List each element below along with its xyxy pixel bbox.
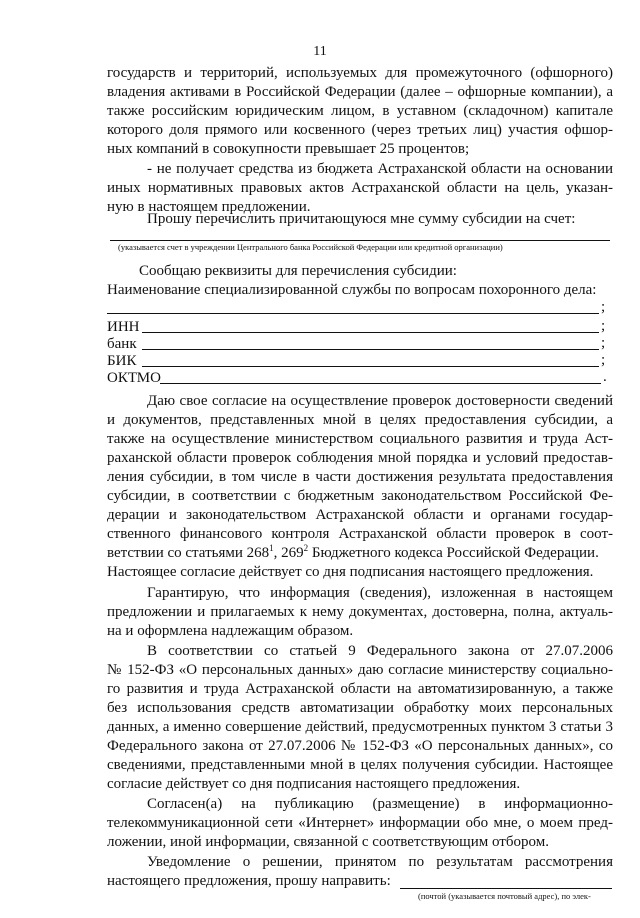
text-line: ную в настоящем предложении. xyxy=(107,199,311,215)
service-name-label: Наименование специализированной службы по вопросам похоронного дела: xyxy=(107,282,597,298)
semicolon: ; xyxy=(601,318,606,334)
text-line: - не получает средства из бюджета Астраханской области на основании xyxy=(147,161,613,177)
period: . xyxy=(603,369,607,385)
text-line: раханской области проверок соблюдения мной порядка и условий предостав- xyxy=(107,450,613,466)
text-line: Согласен(а) на публикацию (размещение) в информационно- xyxy=(147,796,613,812)
text-line: Настоящее согласие действует со дня подписания настоящего предложения. xyxy=(107,564,594,580)
semicolon: ; xyxy=(601,299,606,315)
text-line: В соответствии со статьей 9 Федерального закона от 27.07.2006 xyxy=(147,643,613,659)
notification-caption: (почтой (указывается почтовый адрес), по элек- xyxy=(418,891,591,901)
text-line: субсидии, в соответствии с бюджетным законодательством Российской Фе- xyxy=(107,488,613,504)
text-line: Даю свое согласие на осуществление проверок достоверности сведений xyxy=(147,393,613,409)
field-underline-bank xyxy=(142,349,599,350)
notification-underline xyxy=(400,888,612,889)
text-line: го развития и труда Астраханской области на автоматизированную, а также xyxy=(107,681,613,697)
text-line: данных, а именно совершение действий, предусмотренных пунктом 3 статьи 3 xyxy=(107,719,613,735)
page-number: 11 xyxy=(313,44,327,59)
field-label-bank: банк xyxy=(107,336,137,352)
field-label-inn: ИНН xyxy=(107,319,140,335)
text-line: без использования средств автоматизации обработку моих персональных xyxy=(107,700,613,716)
text-line: настоящего предложения, прошу направить: xyxy=(107,873,391,889)
text-line: Гарантирую, что информация (сведения), изложенная в настоящем xyxy=(147,585,613,601)
text-line: также на осуществление министерством социального развития и труда Аст- xyxy=(107,431,613,447)
semicolon: ; xyxy=(601,335,606,351)
text-line: ления субсидии, в том числе в части достижения результата предоставления xyxy=(107,469,613,485)
text-line: на и оформлена надлежащим образом. xyxy=(107,623,354,639)
field-underline-bik xyxy=(142,366,599,367)
text-line: и документов, представленных мной в целях предоставления субсидии, а xyxy=(107,412,613,428)
text-line: также российским юридическим лицом, в уставном (складочном) капитале xyxy=(107,103,613,119)
text-line: сведениями, представленными мной в целях получения субсидии. Настоящее xyxy=(107,757,613,773)
text-line: ственного финансового контроля Астраханской области проверок в соот- xyxy=(107,526,613,542)
text-line: Федерального закона от 27.07.2006 № 152-ФЗ «О персональных данных», со xyxy=(107,738,613,754)
field-label-bik: БИК xyxy=(107,353,137,369)
text-line: телекоммуникационной сети «Интернет» информации обо мне, о моем пред- xyxy=(107,815,613,831)
text-line: которого доля прямого или косвенного (через третьих лиц) участия офшор- xyxy=(107,122,613,138)
field-underline-oktmo xyxy=(160,383,601,384)
requisites-intro: Сообщаю реквизиты для перечисления субсидии: xyxy=(139,263,457,279)
text-line: № 152-ФЗ «О персональных данных» даю согласие министерству социально- xyxy=(107,662,613,678)
service-name-underline xyxy=(107,313,599,314)
text-line: согласие действует со дня подписания настоящего предложения. xyxy=(107,776,521,792)
field-label-oktmo: ОКТМО xyxy=(107,370,161,386)
text-line: иных нормативных правовых актов Астраханской области на цель, указан- xyxy=(107,180,613,196)
account-underline xyxy=(110,240,610,241)
text-line: предложении и прилагаемых к нему документах, достоверна, полна, актуаль- xyxy=(107,604,613,620)
transfer-request: Прошу перечислить причитающуюся мне сумму субсидии на счет: xyxy=(147,211,576,227)
text-line: дерации и законодательством Астраханской области и органами государ- xyxy=(107,507,613,523)
field-underline-inn xyxy=(142,332,599,333)
text-line: владения активами в Российской Федерации (далее – офшорные компании), а xyxy=(107,84,613,100)
semicolon: ; xyxy=(601,352,606,368)
text-line: ветствии со статьями $268^1$, $269^2$ Бюджетного кодекса Российской Федерации. xyxy=(107,543,599,561)
text-line: государств и территорий, используемых для промежуточного (офшорного) xyxy=(107,65,613,81)
text-line: ложении, иной информации, связанной с соответствующим отбором. xyxy=(107,834,549,850)
text-line: Уведомление о решении, принятом по результатам рассмотрения xyxy=(147,854,613,870)
text-line: ных компаний в совокупности превышает 25 процентов; xyxy=(107,141,470,157)
account-caption: (указывается счет в учреждении Центрального банка Российской Федерации или кредитной организации) xyxy=(118,242,503,252)
